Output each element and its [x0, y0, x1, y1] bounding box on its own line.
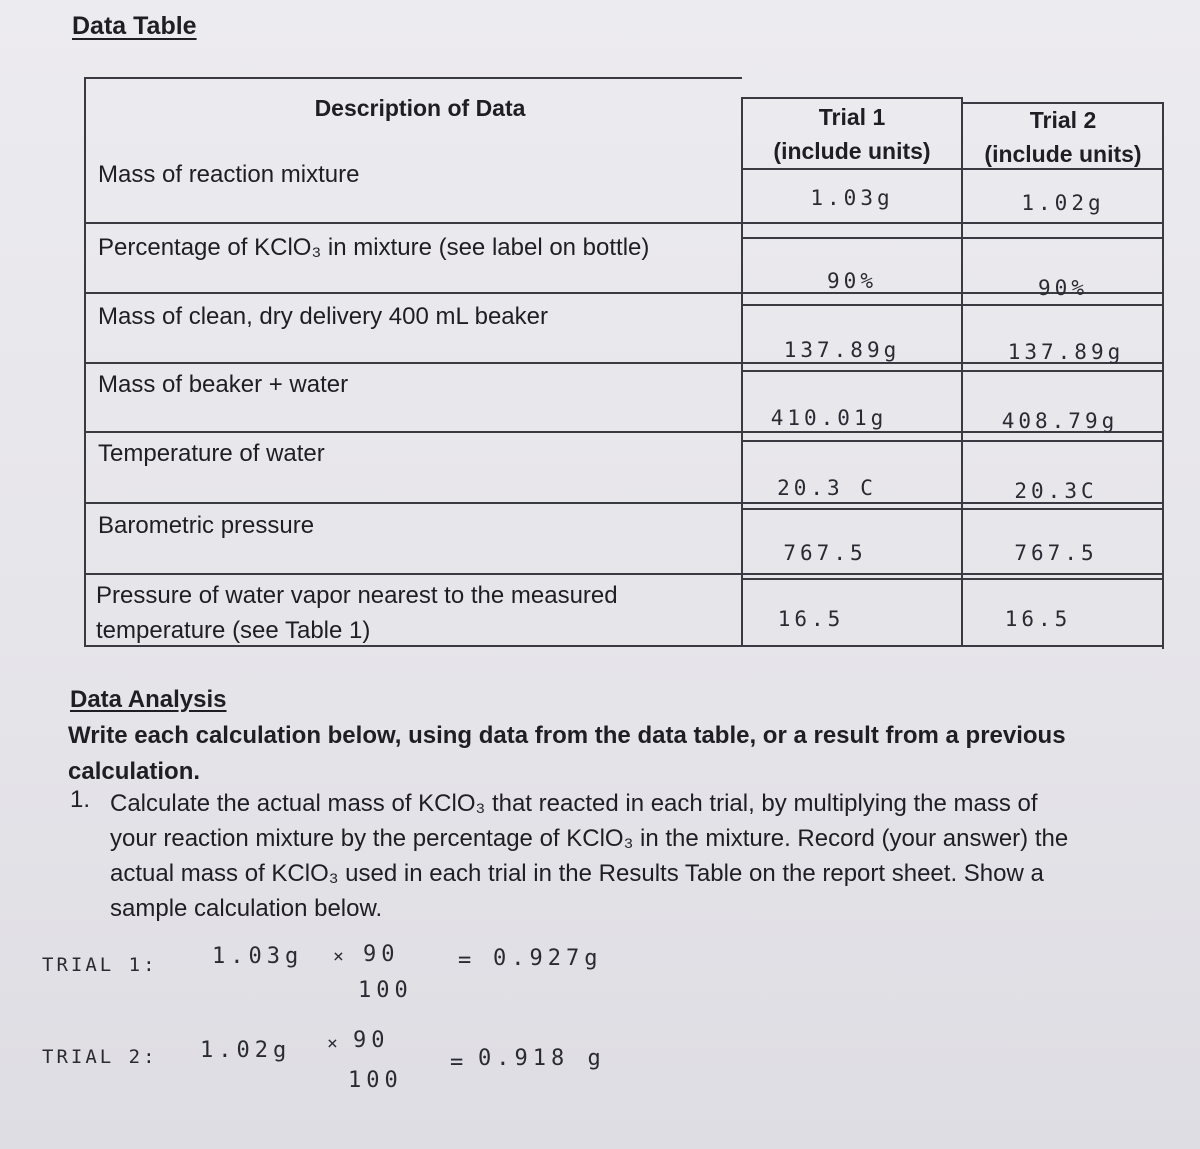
table-row-line	[742, 370, 1163, 372]
row-label-vapor-pressure	[96, 578, 618, 648]
instruction-line: Write each calculation below, using data from the data table, or a result from a previous	[68, 722, 1066, 749]
work-trial1-numerator: 90	[363, 942, 400, 967]
header-trial2-label: Trial 2	[1029, 107, 1097, 133]
question-line: actual mass of KClO₃ used in each trial in the Results Table on the report sheet. Show a	[110, 860, 1044, 887]
work-trial2-equals: =	[450, 1050, 469, 1075]
question-text	[110, 786, 1170, 926]
work-trial2-label: TRIAL 2:	[42, 1046, 158, 1068]
instruction-line: calculation.	[68, 758, 201, 785]
work-trial1-equals: =	[458, 948, 477, 973]
table-border-top	[742, 97, 963, 99]
row-label-temperature: Temperature of water	[98, 440, 325, 467]
trial2-value: 16.5	[1004, 607, 1072, 631]
table-row-line	[742, 237, 1163, 239]
trial1-value: 90%	[827, 269, 877, 293]
row-label-beaker-water: Mass of beaker + water	[98, 371, 349, 398]
table-row-line	[742, 440, 1163, 442]
work-trial2-numerator: 90	[353, 1028, 390, 1053]
work-trial1-label: TRIAL 1:	[42, 954, 158, 976]
work-trial2-denominator: 100	[348, 1068, 403, 1093]
question-line: your reaction mixture by the percentage of KClO₃ in the mixture. Record (your answer) the	[110, 825, 1069, 852]
row-label-vapor-pressure-line2: temperature (see Table 1)	[96, 617, 371, 644]
trial1-value: 137.89g	[783, 338, 901, 362]
question-number: 1.	[70, 786, 91, 813]
trial1-value: 16.5	[777, 607, 845, 631]
row-label-percentage: Percentage of KClO₃ in mixture (see label on bottle)	[98, 234, 650, 261]
row-label-mass-mixture: Mass of reaction mixture	[98, 161, 360, 188]
trial2-value: 90%	[1038, 276, 1088, 300]
trial1-value: 767.5	[783, 541, 867, 565]
trial1-value: 410.01g	[770, 406, 888, 430]
table-border-right	[1162, 102, 1164, 649]
analysis-instructions	[68, 718, 1168, 790]
trial1-value: 20.3 C	[777, 476, 877, 500]
row-label-vapor-pressure-line1: Pressure of water vapor nearest to the measured	[96, 582, 618, 609]
header-trial2	[965, 103, 1161, 171]
row-label-barometric: Barometric pressure	[98, 512, 315, 539]
table-row-line	[742, 508, 1163, 510]
work-trial2-result: 0.918 g	[478, 1046, 606, 1071]
trial2-value: 408.79g	[1001, 409, 1119, 433]
trial2-value: 20.3C	[1014, 479, 1098, 503]
page-title: Data Table	[72, 12, 197, 40]
header-trial1-units: (include units)	[773, 138, 931, 164]
header-trial2-units: (include units)	[984, 141, 1142, 167]
section-title-data-analysis: Data Analysis	[70, 686, 227, 713]
work-trial2-mass: 1.02g	[200, 1038, 292, 1063]
work-trial1-result: 0.927g	[493, 946, 603, 971]
trial2-value: 767.5	[1014, 541, 1098, 565]
work-trial1-mass: 1.03g	[212, 944, 304, 969]
header-trial1	[745, 100, 959, 168]
trial1-value: 1.03g	[810, 186, 894, 210]
header-trial1-label: Trial 1	[818, 104, 886, 130]
work-trial1-times: ×	[333, 946, 349, 967]
table-border-top	[84, 77, 742, 79]
trial2-value: 1.02g	[1021, 191, 1105, 215]
question-line: sample calculation below.	[110, 895, 383, 922]
work-trial2-times: ×	[327, 1033, 343, 1054]
row-label-mass-beaker: Mass of clean, dry delivery 400 mL beaker	[98, 303, 548, 330]
header-description: Description of Data	[314, 95, 526, 121]
table-row-line	[742, 578, 1163, 580]
trial2-value: 137.89g	[1007, 340, 1125, 364]
work-trial1-denominator: 100	[358, 978, 413, 1003]
table-row-line	[84, 573, 1163, 575]
question-line: Calculate the actual mass of KClO₃ that reacted in each trial, by multiplying the mass of	[110, 790, 1038, 817]
table-row-line	[742, 304, 1163, 306]
table-row-line	[84, 222, 1163, 224]
